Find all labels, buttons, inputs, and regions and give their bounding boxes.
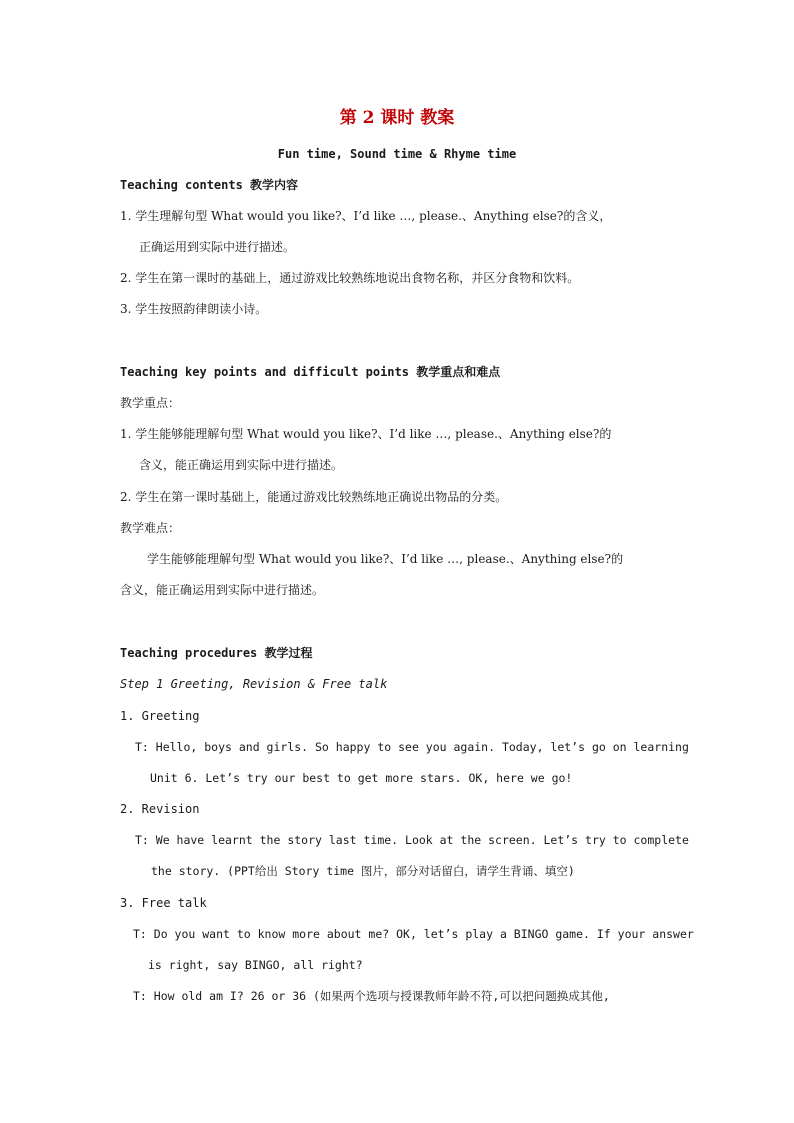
contents-heading: Teaching contents 教学内容 — [120, 178, 299, 192]
greeting-line-2: Unit 6. Let’s try our best to get more stars. OK, here we go! — [150, 771, 573, 785]
free-talk-line-3: T: How old am I? 26 or 36 (如果两个选项与授课教师年龄不符,可以把问题换成其他, — [133, 989, 610, 1003]
free-talk-line-1: T: Do you want to know more about me? OK, let’s play a BINGO game. If your answer — [133, 927, 694, 941]
page-subtitle: Fun time, Sound time & Rhyme time — [277, 147, 517, 161]
difficult-point-line-1: 学生能够能理解句型 What would you like?、I’d like …, please.、Anything else?的 — [147, 552, 624, 566]
contents-item-1-line-1: 1. 学生理解句型 What would you like?、I’d like …, please.、Anything else?的含义， — [120, 209, 612, 223]
revision-line-2: the story. (PPT给出 Story time 图片，部分对话留白，请学生背诵、填空) — [151, 864, 575, 878]
key-points-label: 教学重点： — [120, 396, 181, 410]
difficult-point-line-2: 含义，能正确运用到实际中进行描述。 — [120, 583, 325, 597]
greeting-line-1: T: Hello, boys and girls. So happy to see you again. Today, let’s go on learning — [135, 740, 689, 754]
greeting-label: 1. Greeting — [120, 709, 200, 723]
page-title: 第 2 课时 教案 — [339, 108, 455, 128]
difficult-points-label: 教学难点： — [120, 521, 181, 535]
procedures-heading: Teaching procedures 教学过程 — [120, 646, 313, 660]
contents-item-1-line-2: 正确运用到实际中进行描述。 — [139, 240, 296, 254]
contents-item-3: 3. 学生按照韵律朗读小诗。 — [120, 302, 268, 316]
key-point-1-line-1: 1. 学生能够能理解句型 What would you like?、I’d like …, please.、Anything else?的 — [120, 427, 612, 441]
revision-label: 2. Revision — [120, 802, 200, 816]
free-talk-line-2: is right, say BINGO, all right? — [148, 958, 363, 972]
keypoints-heading: Teaching key points and difficult points 教学重点和难点 — [120, 365, 501, 379]
key-point-1-line-2: 含义，能正确运用到实际中进行描述。 — [139, 458, 344, 472]
revision-line-1: T: We have learnt the story last time. Look at the screen. Let’s try to complete — [135, 833, 689, 847]
free-talk-label: 3. Free talk — [120, 896, 207, 910]
contents-item-2: 2. 学生在第一课时的基础上，通过游戏比较熟练地说出食物名称，并区分食物和饮料。 — [120, 271, 580, 285]
key-point-2: 2. 学生在第一课时基础上，能通过游戏比较熟练地正确说出物品的分类。 — [120, 490, 508, 504]
step-1-heading: Step 1 Greeting, Revision & Free talk — [120, 677, 388, 691]
